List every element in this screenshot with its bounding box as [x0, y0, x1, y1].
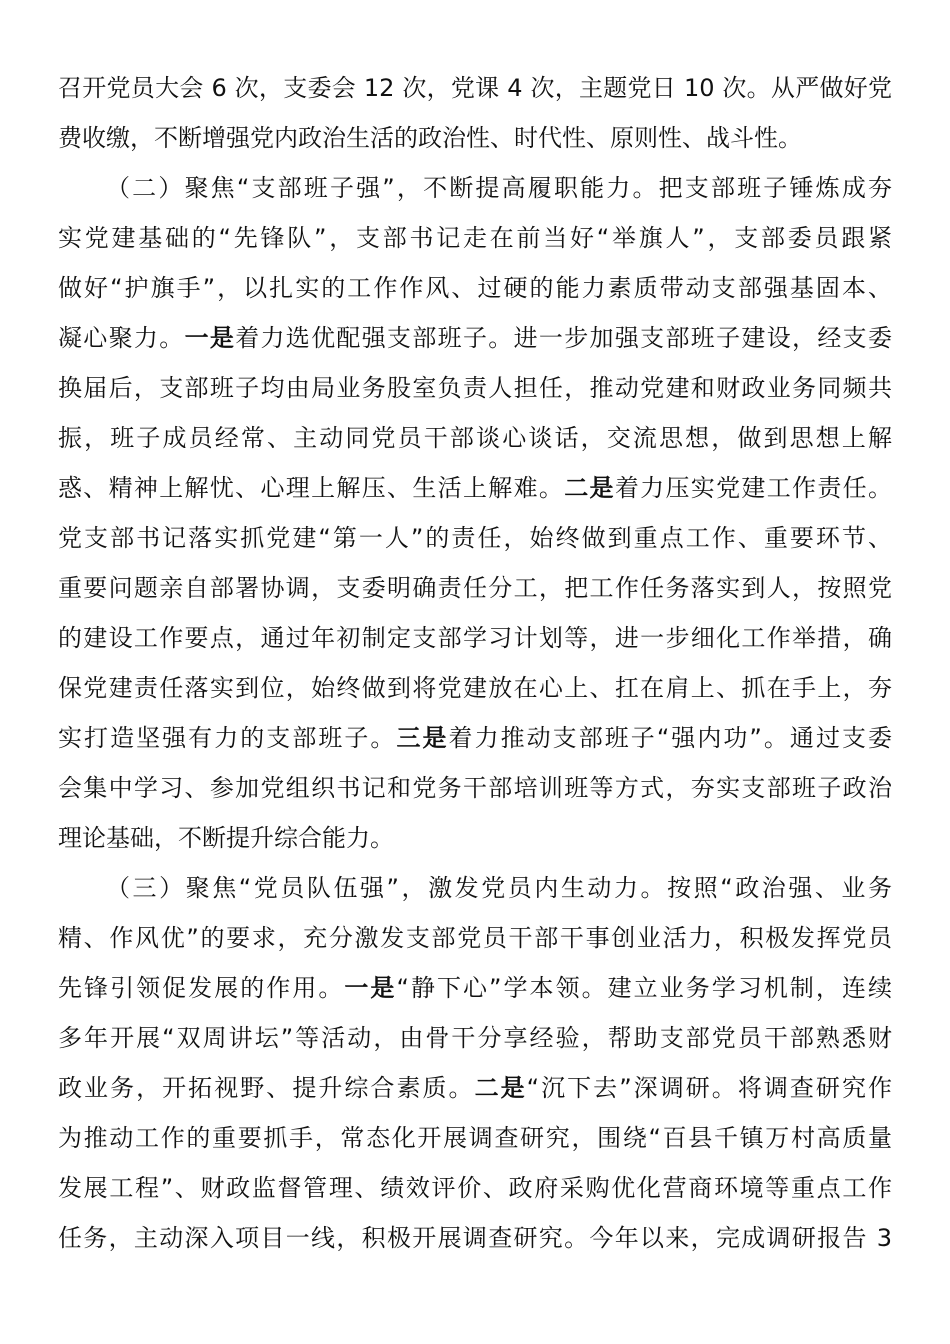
text-line: 惑、精神上解忧、心理上解压、生活上解难。二是着力压实党建工作责任。 [58, 474, 892, 502]
text-line: 重要问题亲自部署协调，支委明确责任分工，把工作任务落实到人，按照党 [58, 574, 892, 602]
text-line: 保党建责任落实到位，始终做到将党建放在心上、扛在肩上、抓在手上，夯 [58, 674, 892, 702]
bold-marker: 一是 [344, 974, 397, 1002]
text-line: 会集中学习、参加党组织书记和党务干部培训班等方式，夯实支部班子政治 [58, 774, 892, 802]
text-line: 发展工程”、财政监督管理、绩效评价、政府采购优化营商环境等重点工作 [58, 1174, 892, 1202]
bold-marker: 一是 [184, 324, 236, 352]
text-line: 实党建基础的“先锋队”，支部书记走在前当好“举旗人”，支部委员跟紧 [58, 224, 892, 252]
text-line: 振，班子成员经常、主动同党员干部谈心谈话，交流思想，做到思想上解 [58, 424, 892, 452]
text-line: 费收缴，不断增强党内政治生活的政治性、时代性、原则性、战斗性。 [58, 124, 802, 152]
section-heading-line: （三）聚焦“党员队伍强”，激发党员内生动力。按照“政治强、业务 [106, 874, 892, 902]
bold-marker: 二是 [564, 474, 615, 502]
text-line: 的建设工作要点，通过年初制定支部学习计划等，进一步细化工作举措，确 [58, 624, 892, 652]
text-line: 党支部书记落实抓党建“第一人”的责任，始终做到重点工作、重要环节、 [58, 524, 892, 552]
text-line: 理论基础，不断提升综合能力。 [58, 824, 394, 852]
text-line: 凝心聚力。一是着力选优配强支部班子。进一步加强支部班子建设，经支委 [58, 324, 892, 352]
bold-marker: 三是 [396, 724, 449, 752]
text-line: 为推动工作的重要抓手，常态化开展调查研究，围绕“百县千镇万村高质量 [58, 1124, 892, 1152]
text-line: 实打造坚强有力的支部班子。三是着力推动支部班子“强内功”。通过支委 [58, 724, 893, 752]
text-line: 政业务，开拓视野、提升综合素质。二是“沉下去”深调研。将调查研究作 [58, 1074, 892, 1102]
text-line: 换届后，支部班子均由局业务股室负责人担任，推动党建和财政业务同频共 [58, 374, 892, 402]
text-line: 精、作风优”的要求，充分激发支部党员干部干事创业活力，积极发挥党员 [58, 924, 892, 952]
text-line: 任务，主动深入项目一线，积极开展调查研究。今年以来，完成调研报告 3 [58, 1224, 892, 1252]
text-line: 召开党员大会 6 次，支委会 12 次，党课 4 次，主题党日 10 次。从严做好党 [58, 74, 892, 102]
text-line: 多年开展“双周讲坛”等活动，由骨干分享经验，帮助支部党员干部熟悉财 [58, 1024, 892, 1052]
bold-marker: 二是 [474, 1074, 527, 1102]
text-line: 做好“护旗手”，以扎实的工作作风、过硬的能力素质带动支部强基固本、 [58, 274, 892, 302]
text-line: 先锋引领促发展的作用。一是“静下心”学本领。建立业务学习机制，连续 [58, 974, 893, 1002]
section-heading-line: （二）聚焦“支部班子强”，不断提高履职能力。把支部班子锤炼成夯 [106, 174, 892, 202]
